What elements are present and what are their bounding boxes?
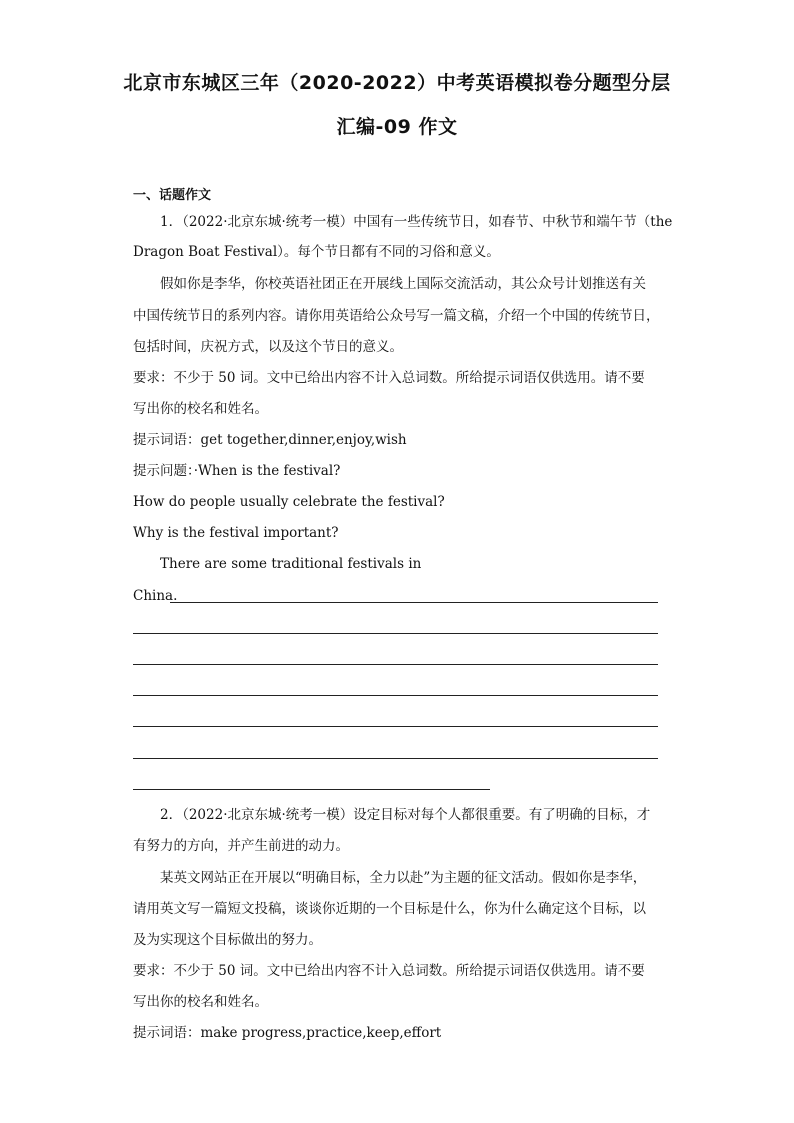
q1-hint-words: 提示词语：get together,dinner,enjoy,wish xyxy=(133,432,407,448)
q2-line: 请用英文写一篇短文投稿，谈谈你近期的一个目标是什么，你为什么确定这个目标，以 xyxy=(133,901,646,917)
q1-requirements-line: 写出你的校名和姓名。 xyxy=(133,401,268,417)
q1-line: 1．（2022·北京东城·统考一模）中国有一些传统节日，如春节、中秋节和端午节（the xyxy=(160,214,673,230)
q2-line: 某英文网站正在开展以“明确目标，全力以赴”为主题的征文活动。假如你是李华， xyxy=(160,870,647,886)
q1-line: 包括时间，庆祝方式，以及这个节日的意义。 xyxy=(133,339,403,355)
q1-hint-question: Why is the festival important? xyxy=(133,525,339,541)
q1-hint-question: 提示问题：·When is the festival? xyxy=(133,463,341,479)
q2-hint-words: 提示词语：make progress,practice,keep,effort xyxy=(133,1025,442,1041)
answer-line xyxy=(133,664,658,665)
q1-hint-question: How do people usually celebrate the festival? xyxy=(133,494,445,510)
answer-line xyxy=(133,789,490,790)
q1-line: Dragon Boat Festival）。每个节日都有不同的习俗和意义。 xyxy=(133,244,500,260)
q1-requirements-line: 要求：不少于 50 词。文中已给出内容不计入总词数。所给提示词语仅供选用。请不要 xyxy=(133,370,645,386)
q2-line: 有努力的方向，并产生前进的动力。 xyxy=(133,838,349,854)
q2-requirements-line: 写出你的校名和姓名。 xyxy=(133,994,268,1010)
q1-essay-start: There are some traditional festivals in xyxy=(160,556,422,572)
q2-line: 2．（2022·北京东城·统考一模）设定目标对每个人都很重要。有了明确的目标，才 xyxy=(160,807,651,823)
document-title-line2: 汇编-09 作文 xyxy=(336,116,458,138)
q2-requirements-line: 要求：不少于 50 词。文中已给出内容不计入总词数。所给提示词语仅供选用。请不要 xyxy=(133,963,645,979)
answer-line xyxy=(133,695,658,696)
answer-line xyxy=(133,726,658,727)
section-heading: 一、话题作文 xyxy=(133,188,212,203)
q2-line: 及为实现这个目标做出的努力。 xyxy=(133,932,322,948)
q1-essay-start: China. xyxy=(133,588,178,604)
answer-line xyxy=(133,633,658,634)
answer-line xyxy=(170,602,658,603)
answer-line xyxy=(133,758,658,759)
q1-line: 假如你是李华，你校英语社团正在开展线上国际交流活动，其公众号计划推送有关 xyxy=(160,276,646,292)
document-title-line1: 北京市东城区三年（2020-2022）中考英语模拟卷分题型分层 xyxy=(123,72,671,94)
q1-line: 中国传统节日的系列内容。请你用英语给公众号写一篇文稿，介绍一个中国的传统节日， xyxy=(133,308,660,324)
